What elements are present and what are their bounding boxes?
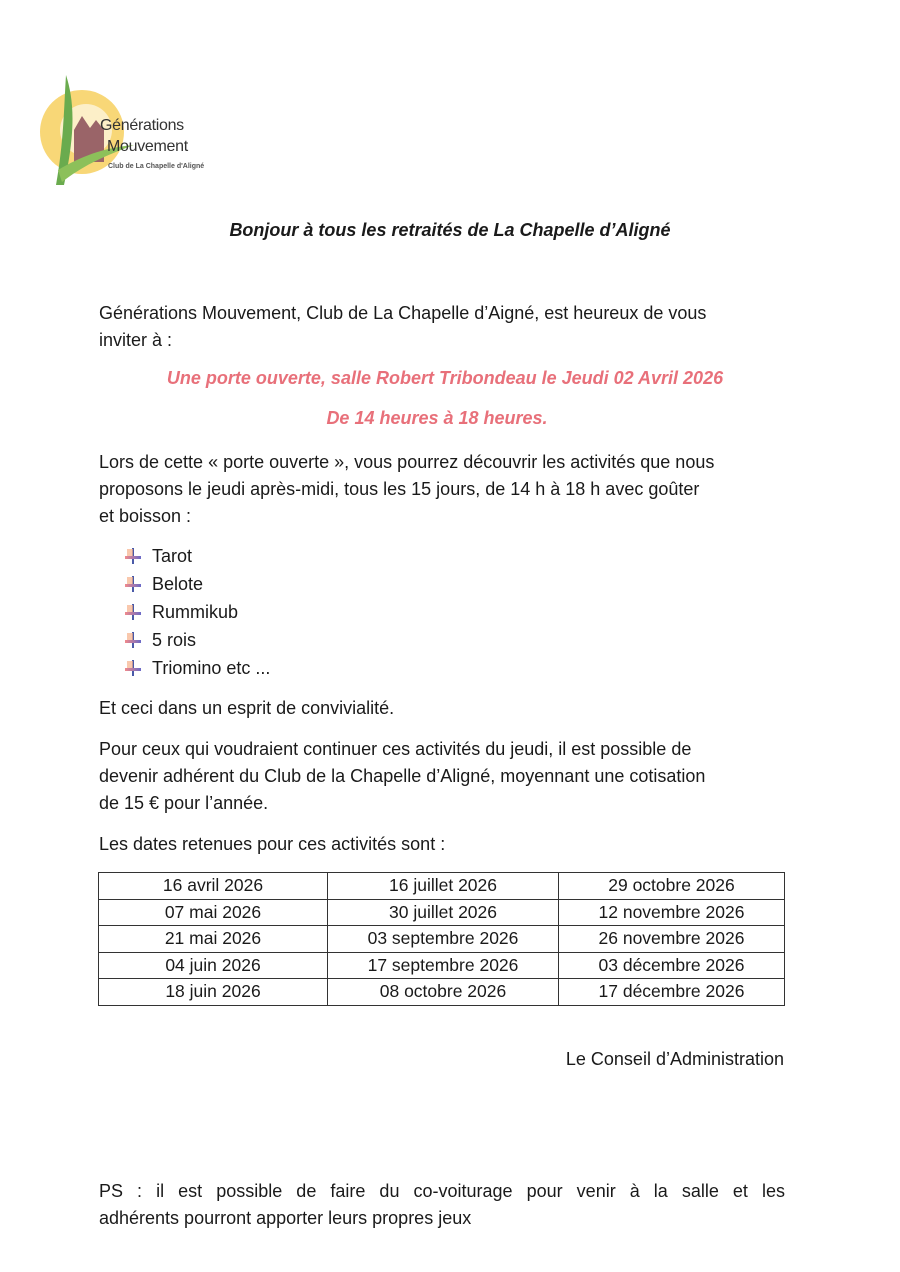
date-cell: 30 juillet 2026 <box>328 899 559 926</box>
list-item <box>124 570 270 598</box>
date-cell: 03 septembre 2026 <box>328 926 559 953</box>
intro-line: Générations Mouvement, Club de La Chapelle d’Aigné, est heureux de vous <box>99 303 707 323</box>
list-item <box>124 542 270 570</box>
date-cell: 16 avril 2026 <box>99 873 328 900</box>
date-cell: 17 septembre 2026 <box>328 952 559 979</box>
signature: Le Conseil d’Administration <box>565 1049 784 1069</box>
activity-label: Rummikub <box>152 602 239 622</box>
table-row <box>99 952 785 979</box>
conviviality-text: Et ceci dans un esprit de convivialité. <box>99 698 395 718</box>
date-cell: 21 mai 2026 <box>99 926 328 953</box>
list-item <box>124 626 270 654</box>
dates-table <box>98 872 785 1006</box>
ps-text <box>99 1178 785 1232</box>
intro-text <box>99 300 706 354</box>
bullet-icon <box>124 575 142 593</box>
ps-line: PS : il est possible de faire du co-voiturage pour venir à la salle et les <box>99 1181 785 1201</box>
membership-line: Pour ceux qui voudraient continuer ces activités du jeudi, il est possible de <box>99 739 692 759</box>
date-cell: 04 juin 2026 <box>99 952 328 979</box>
description-line: Lors de cette « porte ouverte », vous pourrez découvrir les activités que nous <box>99 452 715 472</box>
table-row <box>99 926 785 953</box>
event-title: Une porte ouverte, salle Robert Tribondeau le Jeudi 02 Avril 2026 <box>166 368 724 388</box>
membership-line: de 15 € pour l’année. <box>99 793 269 813</box>
table-row <box>99 899 785 926</box>
logo-text-club: Club de La Chapelle d'Aligné <box>108 163 205 170</box>
table-row <box>99 979 785 1006</box>
ps-line: adhérents pourront apporter leurs propres jeux <box>99 1208 472 1228</box>
list-item <box>124 598 270 626</box>
membership-line: devenir adhérent du Club de la Chapelle d’Aligné, moyennant une cotisation <box>99 766 706 786</box>
bullet-icon <box>124 631 142 649</box>
date-cell: 07 mai 2026 <box>99 899 328 926</box>
activity-label: Belote <box>152 574 204 594</box>
activity-label: Tarot <box>152 546 193 566</box>
date-cell: 12 novembre 2026 <box>559 899 785 926</box>
date-cell: 18 juin 2026 <box>99 979 328 1006</box>
activity-label: 5 rois <box>152 630 197 650</box>
date-cell: 29 octobre 2026 <box>559 873 785 900</box>
list-item <box>124 654 270 682</box>
description-line: proposons le jeudi après-midi, tous les 15 jours, de 14 h à 18 h avec goûter <box>99 479 700 499</box>
description-line: et boisson : <box>99 506 192 526</box>
bullet-icon <box>124 547 142 565</box>
logo-text-generations: Générations <box>100 117 184 134</box>
date-cell: 17 décembre 2026 <box>559 979 785 1006</box>
date-cell: 16 juillet 2026 <box>328 873 559 900</box>
date-cell: 03 décembre 2026 <box>559 952 785 979</box>
event-hours: De 14 heures à 18 heures. <box>326 408 548 428</box>
description-text <box>99 449 714 530</box>
logo-text-mouvement: Mouvement <box>107 138 188 155</box>
activities-list <box>124 542 270 682</box>
activity-label: Triomino etc ... <box>152 658 271 678</box>
date-cell: 08 octobre 2026 <box>328 979 559 1006</box>
greeting-heading: Bonjour à tous les retraités de La Chapelle d’Aligné <box>229 220 671 240</box>
bullet-icon <box>124 659 142 677</box>
date-cell: 26 novembre 2026 <box>559 926 785 953</box>
table-row <box>99 873 785 900</box>
bullet-icon <box>124 603 142 621</box>
dates-intro: Les dates retenues pour ces activités sont : <box>99 834 446 854</box>
membership-text <box>99 736 705 817</box>
intro-line: inviter à : <box>99 330 173 350</box>
